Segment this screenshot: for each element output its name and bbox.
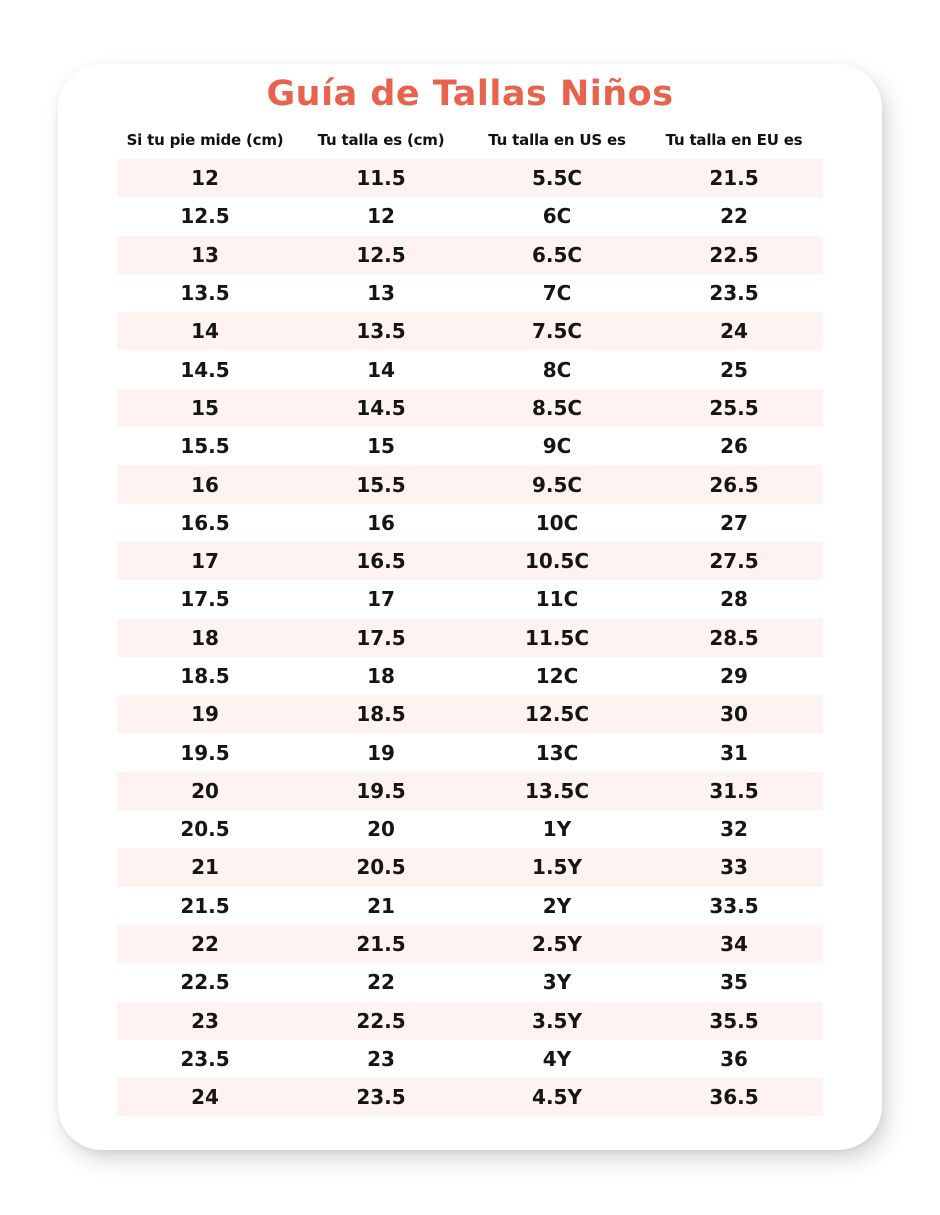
size-eu-cell: 26 <box>720 434 748 459</box>
foot-length-cell: 13 <box>191 242 219 267</box>
foot-length-cell: 18 <box>191 625 219 650</box>
foot-length-cell: 22 <box>191 932 219 957</box>
size-cm-cell: 13.5 <box>356 319 406 344</box>
size-cm-cell: 21 <box>367 893 395 918</box>
size-eu-cell: 35 <box>720 970 748 995</box>
size-cm-cell: 11.5 <box>356 166 406 191</box>
size-us-cell: 12C <box>535 664 579 688</box>
size-eu-cell: 33.5 <box>709 893 759 918</box>
foot-length-cell: 14.5 <box>180 357 230 382</box>
table-row <box>117 887 823 925</box>
foot-length-cell: 24 <box>191 1085 219 1110</box>
table-row <box>117 159 823 197</box>
table-row <box>117 1078 823 1116</box>
size-us-cell: 12.5C <box>524 702 590 727</box>
size-cm-cell: 22 <box>367 970 395 995</box>
size-cm-cell: 14 <box>367 357 395 382</box>
size-cm-cell: 19 <box>367 740 395 765</box>
column-header-size-us: Tu talla en US es <box>488 131 626 149</box>
size-us-cell: 3.5Y <box>532 1008 582 1033</box>
size-us-cell: 10.5C <box>524 549 590 574</box>
foot-length-cell: 15 <box>191 395 219 420</box>
size-us-cell: 9C <box>542 434 572 459</box>
size-us-cell: 1Y <box>542 817 572 842</box>
foot-length-cell: 17.5 <box>180 587 230 612</box>
size-eu-cell: 28.5 <box>709 625 759 650</box>
foot-length-cell: 20.5 <box>180 817 230 842</box>
table-row <box>117 848 823 886</box>
size-us-cell: 1.5Y <box>532 855 582 880</box>
foot-length-cell: 12 <box>191 166 219 191</box>
table-row <box>117 810 823 848</box>
foot-length-cell: 20 <box>191 778 219 803</box>
table-row <box>117 236 823 274</box>
column-header-size-eu: Tu talla en EU es <box>665 131 803 149</box>
size-us-cell: 7.5C <box>531 319 583 344</box>
size-cm-cell: 19.5 <box>356 778 406 803</box>
size-eu-cell: 22.5 <box>709 242 759 267</box>
size-us-cell: 6.5C <box>531 242 583 267</box>
size-cm-cell: 23 <box>367 1046 395 1071</box>
foot-length-cell: 12.5 <box>180 204 230 229</box>
table-row <box>117 1002 823 1040</box>
size-us-cell: 11C <box>535 587 579 612</box>
foot-length-cell: 19.5 <box>180 740 230 765</box>
size-cm-cell: 13 <box>367 281 395 306</box>
size-cm-cell: 12 <box>367 204 395 229</box>
size-us-cell: 10C <box>535 510 579 535</box>
table-row <box>117 542 823 580</box>
size-eu-cell: 27.5 <box>709 549 759 574</box>
foot-length-cell: 17 <box>191 549 219 574</box>
size-us-cell: 6C <box>542 204 572 229</box>
size-eu-cell: 30 <box>720 702 748 727</box>
table-row <box>117 772 823 810</box>
size-eu-cell: 34 <box>720 932 748 957</box>
size-cm-cell: 14.5 <box>356 395 406 420</box>
size-table-body <box>117 159 823 1116</box>
foot-length-cell: 23.5 <box>180 1046 230 1071</box>
foot-length-cell: 22.5 <box>180 970 230 995</box>
foot-length-cell: 21 <box>191 855 219 880</box>
size-cm-cell: 22.5 <box>356 1008 406 1033</box>
size-cm-cell: 12.5 <box>356 242 406 267</box>
table-row <box>117 925 823 963</box>
foot-length-cell: 15.5 <box>180 434 230 459</box>
column-header-foot-length: Si tu pie mide (cm) <box>126 131 284 149</box>
table-row <box>117 465 823 503</box>
size-cm-cell: 15 <box>367 434 395 459</box>
size-cm-cell: 21.5 <box>356 932 406 957</box>
size-eu-cell: 36 <box>720 1046 748 1071</box>
table-row <box>117 619 823 657</box>
size-us-cell: 2Y <box>542 893 572 918</box>
size-us-cell: 4.5Y <box>532 1085 582 1110</box>
foot-length-cell: 13.5 <box>180 281 230 306</box>
size-eu-cell: 21.5 <box>709 166 759 191</box>
foot-length-cell: 19 <box>191 702 219 727</box>
size-cm-cell: 20.5 <box>356 855 406 880</box>
size-eu-cell: 31.5 <box>709 778 759 803</box>
table-row <box>117 389 823 427</box>
size-eu-cell: 31 <box>720 740 748 765</box>
size-us-cell: 3Y <box>542 970 572 995</box>
table-row <box>117 963 823 1001</box>
size-cm-cell: 18.5 <box>356 702 406 727</box>
size-us-cell: 4Y <box>542 1046 572 1071</box>
size-cm-cell: 17.5 <box>356 625 406 650</box>
table-row <box>117 427 823 465</box>
size-eu-cell: 22 <box>720 204 748 229</box>
size-us-cell: 8.5C <box>531 395 583 420</box>
size-us-cell: 8C <box>542 357 572 382</box>
size-eu-cell: 28 <box>720 587 748 612</box>
table-row <box>117 197 823 235</box>
table-row <box>117 1040 823 1078</box>
column-header-size-cm: Tu talla es (cm) <box>317 131 445 149</box>
size-cm-cell: 23.5 <box>356 1085 406 1110</box>
foot-length-cell: 16.5 <box>180 510 230 535</box>
size-cm-cell: 16 <box>367 510 395 535</box>
size-us-cell: 13C <box>535 740 579 765</box>
size-cm-cell: 15.5 <box>356 472 406 497</box>
foot-length-cell: 21.5 <box>180 893 230 918</box>
size-eu-cell: 25 <box>720 357 748 382</box>
page-title: Guía de Tallas Niños <box>266 74 674 114</box>
size-us-cell: 7C <box>542 281 572 306</box>
size-us-cell: 5.5C <box>531 166 583 191</box>
size-us-cell: 9.5C <box>531 472 583 497</box>
size-eu-cell: 32 <box>720 817 748 842</box>
size-cm-cell: 18 <box>367 664 395 688</box>
size-eu-cell: 23.5 <box>709 281 759 306</box>
size-eu-cell: 27 <box>720 510 748 535</box>
size-eu-cell: 33 <box>720 855 748 880</box>
size-eu-cell: 36.5 <box>709 1085 759 1110</box>
table-row <box>117 504 823 542</box>
size-eu-cell: 35.5 <box>709 1008 759 1033</box>
size-eu-cell: 29 <box>720 664 748 688</box>
size-us-cell: 13.5C <box>524 778 590 803</box>
size-eu-cell: 24 <box>720 319 748 344</box>
table-row <box>117 312 823 350</box>
size-cm-cell: 16.5 <box>356 549 406 574</box>
table-row <box>117 274 823 312</box>
size-eu-cell: 26.5 <box>709 472 759 497</box>
table-row <box>117 580 823 618</box>
table-row <box>117 733 823 771</box>
size-us-cell: 2.5Y <box>532 932 582 957</box>
size-cm-cell: 20 <box>367 817 395 842</box>
table-row <box>117 350 823 388</box>
table-row <box>117 657 823 695</box>
table-row <box>117 695 823 733</box>
foot-length-cell: 23 <box>191 1008 219 1033</box>
foot-length-cell: 16 <box>191 472 219 497</box>
foot-length-cell: 14 <box>191 319 219 344</box>
table-header <box>117 126 823 154</box>
foot-length-cell: 18.5 <box>180 664 230 688</box>
size-cm-cell: 17 <box>367 587 395 612</box>
size-us-cell: 11.5C <box>524 625 590 650</box>
size-eu-cell: 25.5 <box>709 395 759 420</box>
